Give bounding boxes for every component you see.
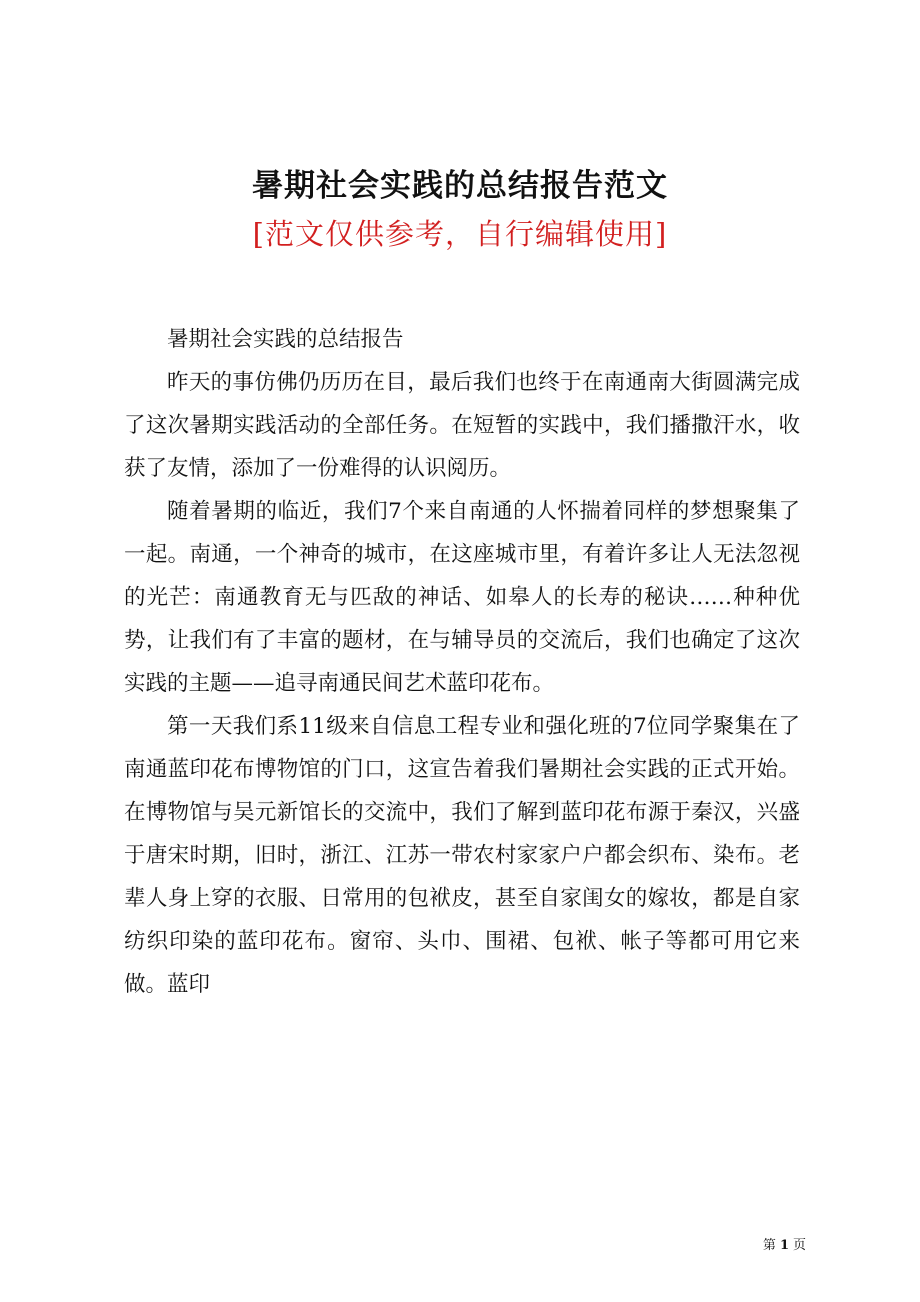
paragraph-3: 第一天我们系11级来自信息工程专业和强化班的7位同学聚集在了南通蓝印花布博物馆的门口，这宣告着我们暑期社会实践的正式开始。在博物馆与吴元新馆长的交流中，我们了解到蓝印花布源于秦汉，兴盛于唐宋时期，旧时，浙江、江苏一带农村家家户户都会织布、染布。老辈人身上穿的衣服、日常用的包袱皮，甚至自家闺女的嫁妆，都是自家纺织印染的蓝印花布。窗帘、头巾、围裙、包袱、帐子等都可用它来做。蓝印 — [124, 714, 800, 997]
page-number: 1 — [779, 1238, 789, 1253]
document-body — [124, 318, 800, 1006]
paragraph-1: 昨天的事仿佛仍历历在目，最后我们也终于在南通南大街圆满完成了这次暑期实践活动的全部任务。在短暂的实践中，我们播撒汗水，收获了友情，添加了一份难得的认识阅历。 — [124, 370, 800, 481]
page-footer — [763, 1234, 806, 1253]
footer-prefix: 第 — [762, 1238, 776, 1253]
paragraph-heading: 暑期社会实践的总结报告 — [167, 327, 404, 352]
document-subtitle: [范文仅供参考，自行编辑使用] — [252, 217, 668, 251]
document-title: 暑期社会实践的总结报告范文 — [252, 168, 668, 204]
footer-suffix: 页 — [792, 1238, 806, 1253]
paragraph-2: 随着暑期的临近，我们7个来自南通的人怀揣着同样的梦想聚集了一起。南通，一个神奇的城市，在这座城市里，有着许多让人无法忽视的光芒：南通教育无与匹敌的神话、如皋人的长寿的秘诀……种种优势，让我们有了丰富的题材，在与辅导员的交流后，我们也确定了这次实践的主题——追寻南通民间艺术蓝印花布。 — [124, 499, 800, 696]
